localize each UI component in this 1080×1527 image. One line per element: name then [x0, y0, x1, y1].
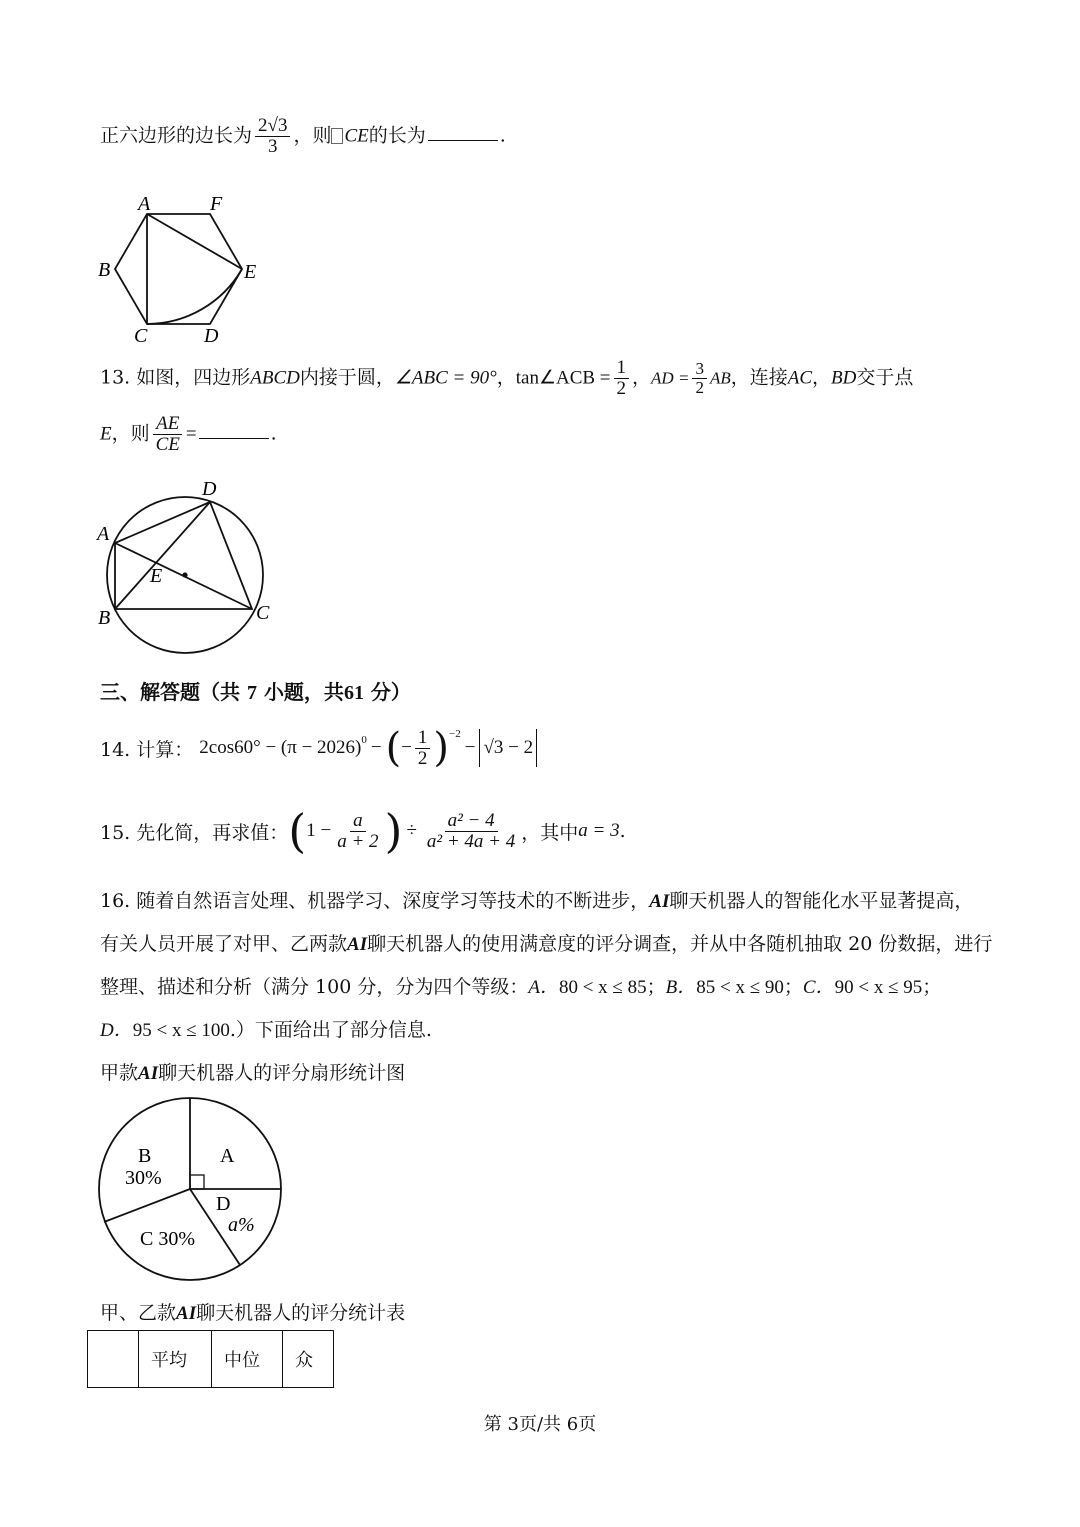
sep3: ； — [922, 976, 942, 998]
q13-tan-fraction — [614, 358, 630, 399]
q15-fraction2 — [424, 811, 518, 852]
table-header-cell: 众 — [283, 1331, 334, 1388]
q13-meet: 交于点 — [856, 366, 914, 389]
slice-pct-b: 30% — [125, 1167, 162, 1189]
q12-side-fraction — [255, 116, 290, 157]
table-header-row — [88, 1331, 334, 1388]
range-a: 80 < x ≤ 85 — [558, 977, 647, 998]
q14-prefix: 14. 计算： — [100, 738, 194, 761]
q13-connect: ，连接 — [730, 366, 788, 389]
stats-table — [87, 1330, 334, 1388]
q12-text-after: 的长为 — [368, 124, 426, 147]
table-header-cell: 平均 — [139, 1331, 212, 1388]
q14-minus2: − — [464, 737, 476, 759]
q15-line — [100, 804, 626, 858]
q15-div: ÷ — [406, 820, 417, 841]
quadrilateral-abcd — [115, 502, 252, 609]
section-title-b: 小题，共 — [263, 680, 344, 704]
label-d: D — [204, 325, 219, 347]
q12-frac-num: 2√3 — [255, 116, 290, 137]
q14-right-paren: ) — [433, 725, 450, 772]
q15-cond-prefix: ，其中 — [521, 821, 579, 844]
q13-ratio-fraction — [153, 414, 183, 455]
q16-line3 — [100, 972, 941, 999]
ai-label: AI — [649, 891, 670, 912]
q13-ad: AD = — [651, 368, 690, 388]
q13-end: . — [270, 422, 277, 445]
grade-c: C． — [802, 977, 835, 998]
diagonal-bd — [115, 502, 210, 609]
q13-tan-den: 2 — [616, 377, 627, 399]
q14-half-num: 1 — [415, 728, 431, 749]
pie-caption-b: 聊天机器人的评分扇形统计图 — [158, 1062, 406, 1084]
table-caption-b: 聊天机器人的评分统计表 — [196, 1302, 406, 1324]
label-d: D — [202, 478, 217, 500]
slice-label-a: A — [220, 1145, 235, 1167]
section-title-a: 三、解答题（共 — [100, 680, 240, 704]
q15-one-minus: 1 − — [306, 820, 332, 841]
ai-label: AI — [138, 1063, 159, 1084]
q13-ad-fraction — [692, 360, 707, 397]
q16-l1b: 聊天机器人的智能化水平显著提高， — [669, 890, 974, 912]
q14-inner-neg: − — [401, 737, 412, 759]
segment-ae — [147, 214, 242, 269]
q13-ratio-num: AE — [153, 414, 182, 435]
q13-ac: AC — [787, 367, 813, 389]
label-c: C — [256, 602, 270, 624]
q14-minus1: − — [370, 737, 382, 759]
q15-f2-num: a² − 4 — [445, 811, 498, 832]
q13-equals: = — [185, 423, 197, 445]
q13-comma2: ， — [632, 366, 652, 389]
slice-label-d: D — [216, 1193, 231, 1215]
label-e: E — [244, 261, 257, 283]
q15-cond: a = 3 — [578, 820, 620, 841]
section-3-title — [100, 676, 411, 705]
q13-prefix: 13. 如图，四边形 — [100, 366, 251, 389]
q12-text-before: 正六边形的边长为 — [100, 124, 253, 147]
label-a: A — [97, 523, 110, 545]
q13-tan-num: 1 — [614, 358, 630, 379]
ai-label: AI — [176, 1303, 197, 1324]
answer-blank — [199, 420, 269, 439]
q14-exp-neg2: −2 — [449, 728, 461, 740]
label-a: A — [138, 193, 151, 215]
label-b: B — [98, 607, 111, 629]
range-c: 90 < x ≤ 95 — [834, 977, 923, 998]
q15-f2-den: a² + 4a + 4 — [426, 830, 516, 852]
range-d: 95 < x ≤ 100 — [132, 1020, 230, 1041]
label-c: C — [134, 325, 148, 347]
q15-end: . — [619, 820, 626, 842]
pie-caption-a: 甲款 — [100, 1062, 139, 1084]
sep2: ； — [783, 976, 803, 998]
q13-e-point: E — [100, 423, 112, 445]
slice-label-b: B — [138, 1145, 152, 1167]
q14-expr-a: 2cos60° − (π − 2026) — [199, 737, 362, 759]
q16-line4 — [100, 1015, 432, 1042]
pie-divider-c-b — [104, 1189, 190, 1222]
section-count: 7 — [246, 682, 257, 704]
q12-end: . — [499, 124, 506, 147]
q15-prefix: 15. 先化简，再求值： — [100, 821, 289, 844]
q14-exp0: 0 — [361, 734, 367, 746]
pie-chart — [94, 1094, 288, 1284]
q16-line1 — [100, 886, 973, 913]
table-header-cell: 中位 — [212, 1331, 283, 1388]
q13-tan: tan∠ACB = — [515, 367, 611, 389]
q13-comma1: ， — [496, 366, 516, 389]
arc-ce — [147, 269, 242, 324]
q13-then: ，则 — [111, 422, 150, 445]
pie-caption — [100, 1058, 405, 1085]
q15-fraction1 — [334, 811, 381, 852]
q13-ad-den: 2 — [695, 377, 704, 397]
q16-line2 — [100, 929, 992, 956]
q12-line — [100, 116, 506, 157]
q14-half-fraction — [415, 728, 431, 769]
label-e: E — [150, 565, 163, 587]
label-b: B — [98, 259, 111, 281]
q12-text-mid: ，则 — [293, 124, 332, 147]
hexagon-shape — [115, 214, 242, 324]
hexagon-figure — [90, 190, 280, 350]
slice-label-c: C 30% — [140, 1228, 195, 1250]
section-title-c: 分） — [370, 680, 411, 704]
grade-b: B． — [665, 977, 697, 998]
label-f: F — [210, 193, 223, 215]
q14-abs-value: √3 − 2 — [479, 729, 537, 767]
q16-l1a: 16. 随着自然语言处理、机器学习、深度学习等技术的不断进步， — [100, 890, 650, 912]
q13-quad: ABCD — [250, 367, 300, 389]
q13-line2 — [100, 414, 277, 455]
q16-l4b: .）下面给出了部分信息. — [229, 1019, 432, 1041]
q13-bd: BD — [831, 367, 857, 389]
q15-right-paren: ) — [384, 804, 403, 858]
range-b: 85 < x ≤ 90 — [696, 977, 784, 998]
q12-frac-den: 3 — [267, 135, 278, 157]
section-score: 61 — [343, 682, 364, 704]
q13-inscribed: 内接于圆， — [299, 366, 395, 389]
grade-a: A． — [528, 977, 559, 998]
q15-f1-den: a + 2 — [337, 830, 379, 852]
q13-comma3: ， — [812, 366, 832, 389]
sep1: ； — [646, 976, 666, 998]
q15-f1-num: a — [350, 811, 366, 832]
q16-l3a: 整理、描述和分析（满分 100 分，分为四个等级： — [100, 976, 529, 998]
q13-ab: AB — [709, 368, 731, 388]
answer-blank — [428, 122, 498, 141]
q12-arc-label: CE — [344, 125, 369, 147]
q13-ratio-den: CE — [155, 433, 180, 455]
q13-angle: ∠ABC = 90° — [394, 367, 497, 389]
q14-left-paren: ( — [385, 725, 402, 772]
table-header-cell — [88, 1331, 139, 1388]
q13-line1 — [100, 358, 913, 399]
q14-half-den: 2 — [417, 747, 428, 769]
ai-label: AI — [347, 934, 368, 955]
q15-left-paren: ( — [288, 804, 307, 858]
slice-pct-d: a% — [228, 1214, 255, 1236]
q13-ad-num: 3 — [692, 360, 707, 379]
table-caption-a: 甲、乙款 — [100, 1302, 177, 1324]
q16-l2b: 聊天机器人的使用满意度的评分调查，并从中各随机抽取 20 份数据，进行 — [367, 933, 993, 955]
right-angle-marker — [190, 1175, 204, 1189]
center-dot — [182, 572, 187, 577]
grade-d: D． — [100, 1020, 133, 1041]
arc-symbol-icon — [331, 128, 343, 144]
page-footer: 第 3页/共 6页 — [483, 1414, 597, 1435]
circle-figure — [90, 478, 290, 658]
table-caption — [100, 1298, 405, 1325]
q16-l2a: 有关人员开展了对甲、乙两款 — [100, 933, 348, 955]
q14-line — [100, 725, 537, 772]
